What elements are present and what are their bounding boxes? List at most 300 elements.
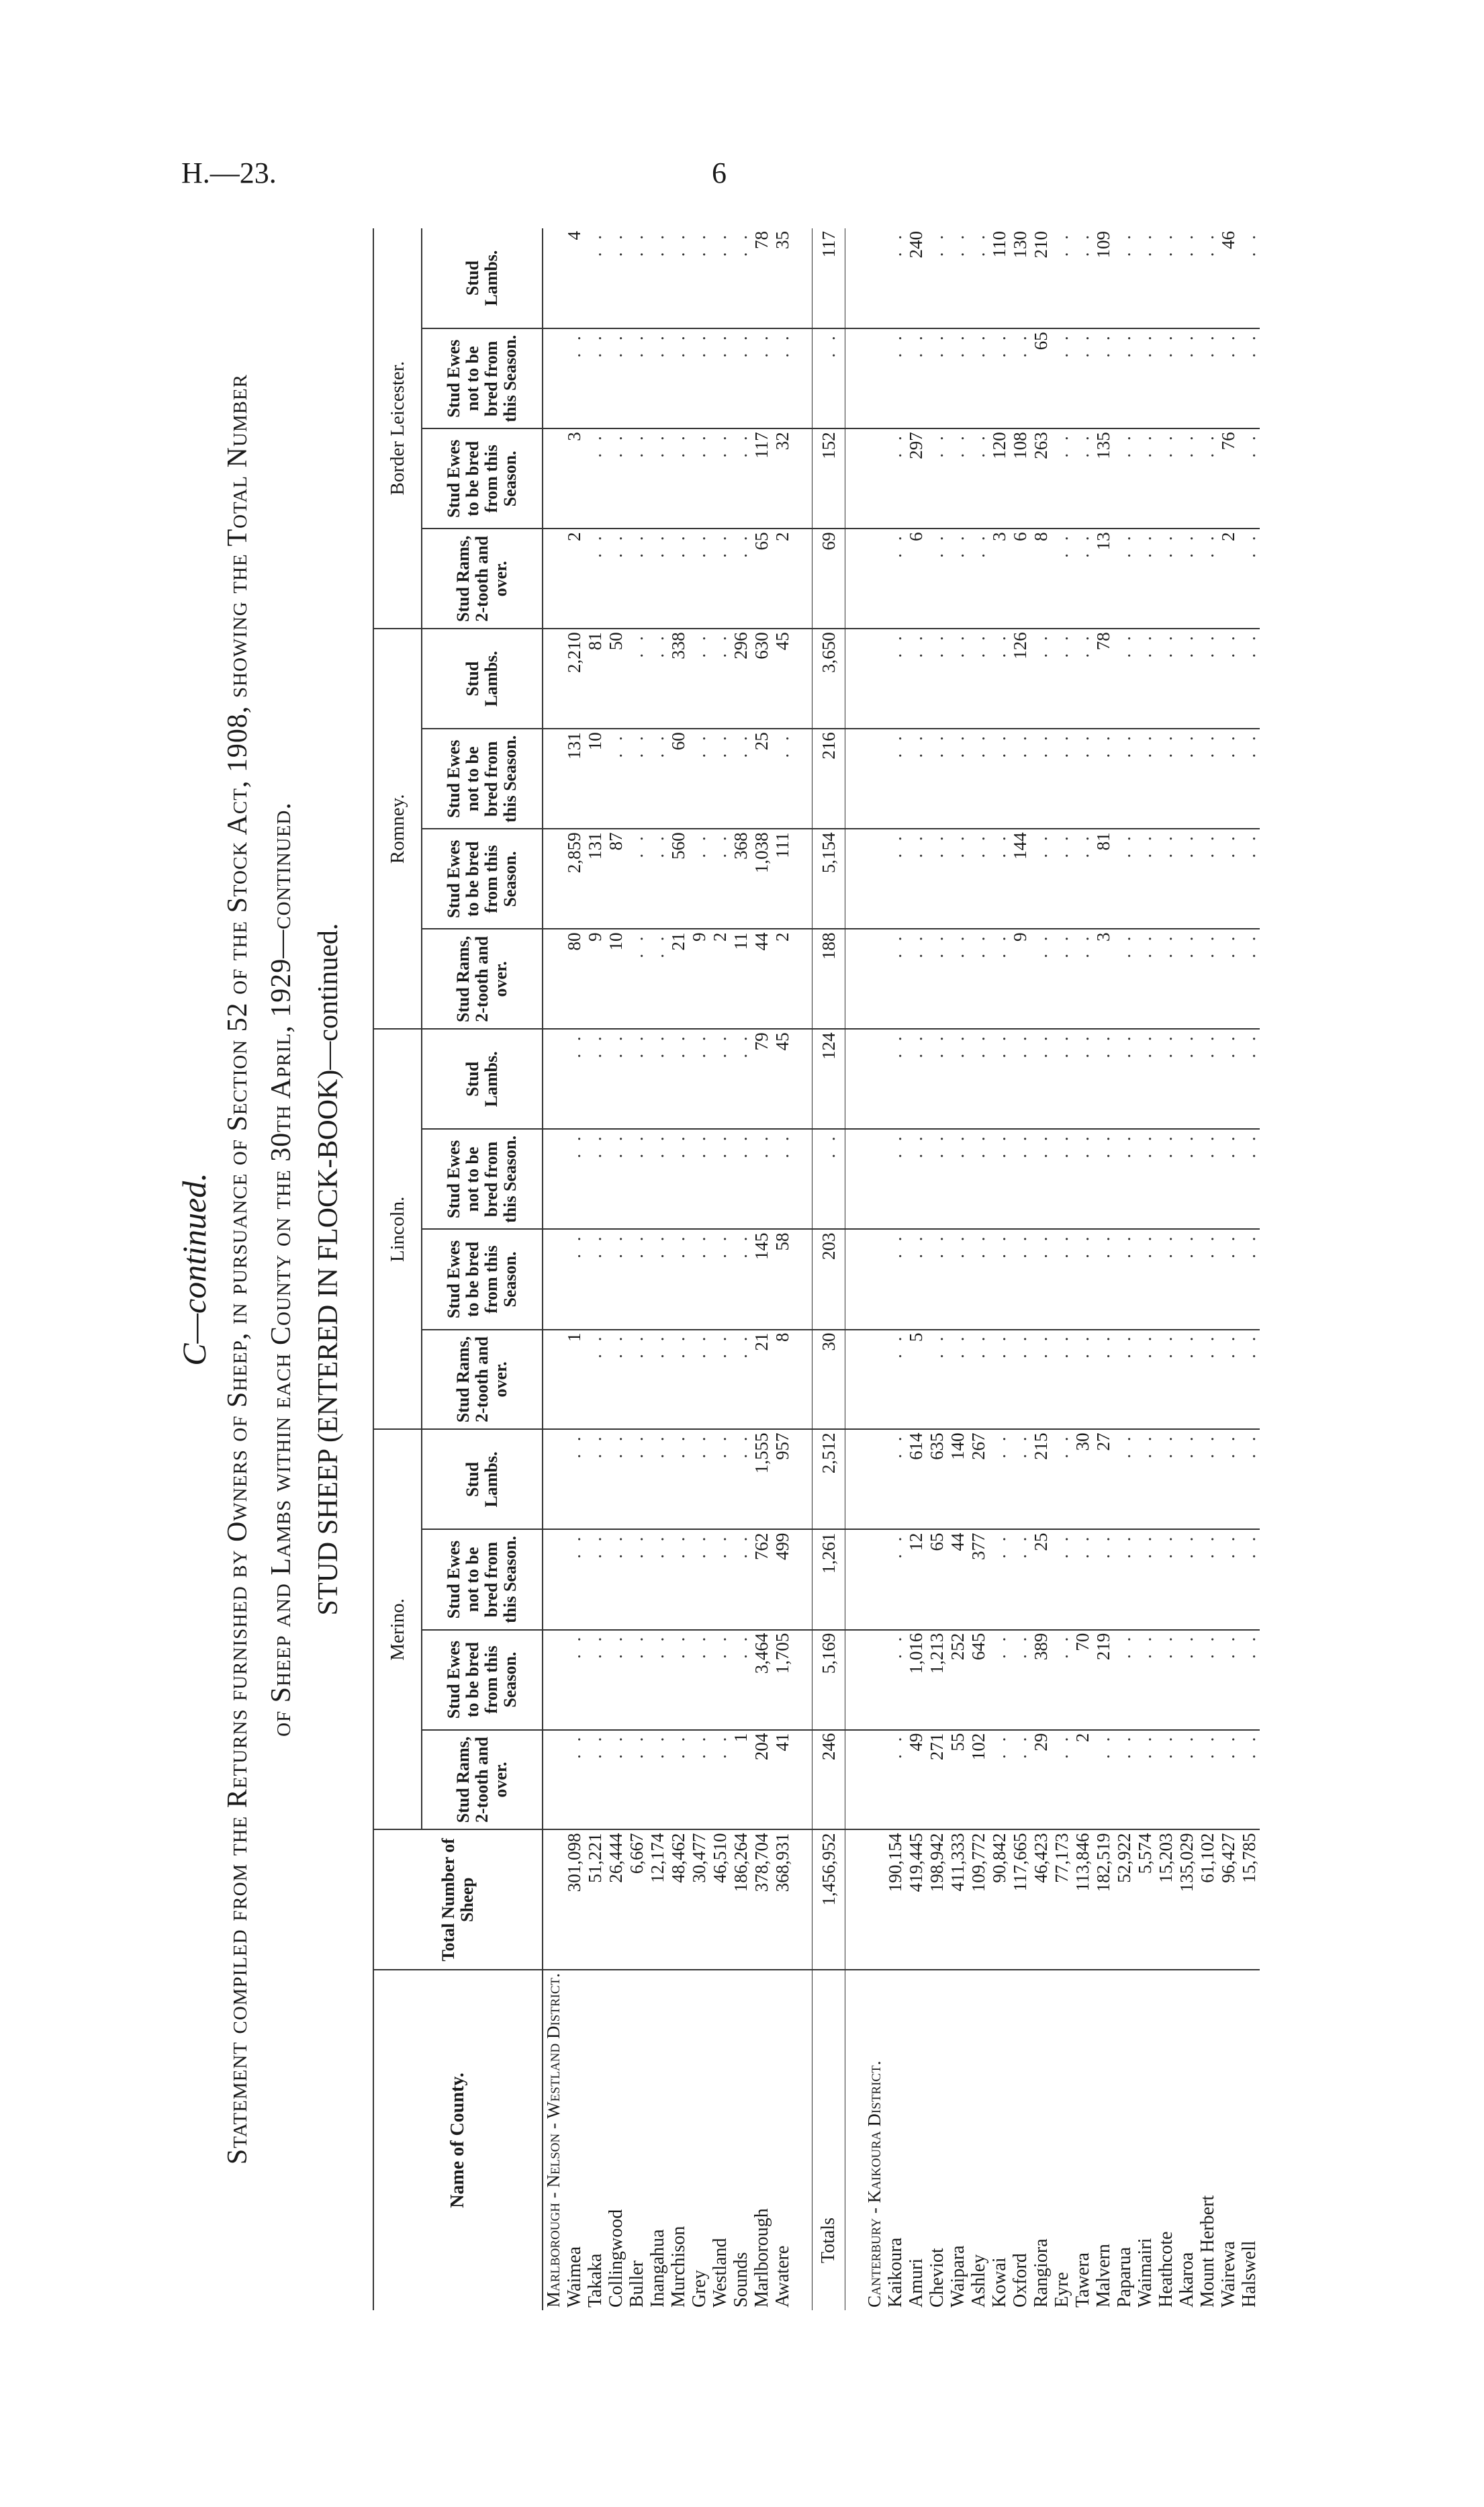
table-cell — [793, 1630, 813, 1730]
county-name: Cheviot — [927, 2248, 947, 2308]
table-cell: . . — [1093, 1129, 1114, 1229]
table-cell: . . — [1239, 328, 1260, 428]
table-cell: . . — [1156, 629, 1176, 729]
table-row — [1197, 228, 1218, 2310]
table-cell: . . — [710, 1029, 731, 1129]
table-cell: 2 — [772, 529, 793, 629]
stud-sheep-subtitle: STUD SHEEP (ENTERED IN FLOCK-BOOK)—continued. — [313, 923, 344, 1616]
county-name: Halswell — [1239, 2240, 1260, 2308]
table-cell: . . — [1197, 428, 1218, 529]
table-cell: . . — [689, 328, 710, 428]
table-cell — [864, 529, 885, 629]
table-cell: . . — [627, 1429, 647, 1529]
table-cell — [864, 629, 885, 729]
table-cell: 9 — [689, 929, 710, 1029]
table-cell — [793, 1529, 813, 1629]
header-breed: Border Leicester. — [373, 228, 422, 629]
table-cell: . . — [627, 529, 647, 629]
table-cell: . . — [1156, 1630, 1176, 1730]
table-cell — [845, 929, 865, 1029]
table-cell: . . — [927, 529, 947, 629]
table-cell: 3 — [989, 529, 1010, 629]
table-cell: . . — [585, 428, 606, 529]
table-cell: 60 — [668, 729, 689, 829]
table-cell — [543, 328, 564, 428]
table-cell: . . — [1197, 1129, 1218, 1229]
table-cell: . . — [927, 629, 947, 729]
table-cell: . . — [989, 1529, 1010, 1629]
table-cell: 560 — [668, 829, 689, 929]
table-cell: . . — [1218, 1229, 1239, 1329]
table-cell: . . — [710, 629, 731, 729]
table-cell: . . — [1218, 1730, 1239, 1830]
table-cell: 1,016 — [906, 1630, 927, 1730]
table-cell: . . — [1114, 629, 1135, 729]
table-cell: . . — [1239, 1229, 1260, 1329]
table-cell: . . — [1135, 1529, 1156, 1629]
totals-row — [813, 228, 845, 2310]
table-cell: 1,038 — [751, 829, 772, 929]
totals-label: Totals — [813, 1970, 845, 2310]
table-cell: . . — [885, 1730, 906, 1830]
table-cell: . . — [1052, 1330, 1072, 1430]
table-cell: . . — [1239, 1429, 1260, 1529]
table-cell: . . — [968, 228, 989, 328]
table-cell: . . — [585, 529, 606, 629]
table-cell — [845, 1730, 865, 1830]
table-cell: 25 — [751, 729, 772, 829]
header-subcolumn: Stud Rams, 2-tooth and over. — [422, 929, 543, 1029]
table-cell: . . — [1093, 328, 1114, 428]
table-cell: . . — [1176, 1129, 1197, 1229]
table-cell: 630 — [751, 629, 772, 729]
table-cell: . . — [1052, 228, 1072, 328]
table-cell: . . — [1239, 228, 1260, 328]
table-cell: . . — [1197, 328, 1218, 428]
table-cell: . . — [647, 729, 668, 829]
table-cell: . . — [968, 729, 989, 829]
table-cell: 69 — [813, 529, 845, 629]
table-cell — [793, 1029, 813, 1129]
county-name: Mount Herbert — [1197, 2195, 1218, 2308]
table-cell: . . — [585, 1229, 606, 1329]
table-cell: . . — [885, 1129, 906, 1229]
table-cell: 13 — [1093, 529, 1114, 629]
table-cell: . . — [689, 1730, 710, 1830]
header-breed: Lincoln. — [373, 1029, 422, 1429]
table-cell: . . — [1031, 1330, 1052, 1430]
table-cell — [845, 1129, 865, 1229]
county-name: Waimairi — [1135, 2238, 1156, 2308]
table-cell: . . — [1031, 629, 1052, 729]
table-cell: . . — [906, 328, 927, 428]
table-cell — [845, 1970, 865, 2310]
table-body — [543, 228, 1260, 2310]
table-cell: . . — [710, 1429, 731, 1529]
table-cell: 21 — [751, 1330, 772, 1430]
table-cell: 45 — [772, 1029, 793, 1129]
table-cell: . . — [1176, 1330, 1197, 1430]
table-cell: 46,510 — [710, 1830, 731, 1970]
section-header-row — [864, 228, 885, 2310]
table-row — [1156, 228, 1176, 2310]
table-row — [564, 228, 585, 2310]
table-cell: . . — [906, 929, 927, 1029]
table-cell: 3,650 — [813, 629, 845, 729]
table-cell: 32 — [772, 428, 793, 529]
table-cell: 368 — [731, 829, 751, 929]
table-cell: . . — [989, 1330, 1010, 1430]
table-cell: . . — [1052, 629, 1072, 729]
table-cell: . . — [710, 1630, 731, 1730]
table-cell: 126 — [1010, 629, 1031, 729]
table-cell: . . — [585, 1630, 606, 1730]
table-cell: . . — [947, 629, 968, 729]
table-cell: . . — [1156, 1029, 1176, 1129]
table-cell: . . — [1197, 529, 1218, 629]
table-cell: . . — [647, 1630, 668, 1730]
table-cell: . . — [1239, 629, 1260, 729]
table-cell: 29 — [1031, 1730, 1052, 1830]
header-subcolumn: Stud Ewes to be bred from this Season. — [422, 1630, 543, 1730]
table-cell: . . — [1031, 1029, 1052, 1129]
table-cell: 30 — [1072, 1429, 1093, 1529]
table-row — [968, 228, 989, 2310]
table-cell: . . — [772, 1129, 793, 1229]
table-cell: . . — [1218, 1630, 1239, 1730]
table-cell: 49 — [906, 1730, 927, 1830]
table-cell: 188 — [813, 929, 845, 1029]
table-row — [885, 228, 906, 2310]
table-cell: . . — [1156, 228, 1176, 328]
county-name: Kowai — [989, 2257, 1010, 2308]
table-cell: 65 — [751, 529, 772, 629]
table-cell — [543, 929, 564, 1029]
table-cell: . . — [1135, 1229, 1156, 1329]
table-cell: . . — [885, 629, 906, 729]
table-cell — [845, 829, 865, 929]
table-cell: . . — [989, 1229, 1010, 1329]
table-cell: . . — [1114, 1229, 1135, 1329]
table-cell: . . — [606, 1429, 627, 1529]
table-cell: . . — [710, 829, 731, 929]
table-cell: . . — [1114, 1730, 1135, 1830]
table-cell: 296 — [731, 629, 751, 729]
table-cell — [543, 629, 564, 729]
table-cell: . . — [968, 1129, 989, 1229]
table-cell: . . — [1239, 1630, 1260, 1730]
table-cell — [845, 1529, 865, 1629]
table-cell: . . — [1197, 629, 1218, 729]
table-cell: 389 — [1031, 1630, 1052, 1730]
table-cell: . . — [1218, 328, 1239, 428]
table-cell: 102 — [968, 1730, 989, 1830]
table-cell: . . — [668, 1429, 689, 1529]
county-name: Westland — [710, 2238, 731, 2308]
table-cell: . . — [968, 328, 989, 428]
table-cell: . . — [1218, 1429, 1239, 1529]
table-cell: . . — [947, 929, 968, 1029]
table-cell: . . — [989, 328, 1010, 428]
table-cell: . . — [1072, 829, 1093, 929]
table-cell: 4 — [564, 228, 585, 328]
table-cell: . . — [1052, 1429, 1072, 1529]
table-cell: 135,029 — [1176, 1830, 1197, 1970]
table-cell: . . — [1176, 228, 1197, 328]
table-cell — [845, 1029, 865, 1129]
table-cell: 2,859 — [564, 829, 585, 929]
table-cell: 215 — [1031, 1429, 1052, 1529]
table-cell: . . — [1218, 1330, 1239, 1430]
table-cell — [793, 1730, 813, 1830]
table-cell — [864, 1129, 885, 1229]
section-spacer — [793, 228, 813, 2310]
header-subcolumn: Stud Lambs. — [422, 228, 543, 328]
table-cell: . . — [1072, 1129, 1093, 1229]
table-cell: . . — [1135, 1630, 1156, 1730]
table-cell: . . — [1093, 1730, 1114, 1830]
table-cell: . . — [564, 1029, 585, 1129]
header-breed: Merino. — [373, 1429, 422, 1829]
table-cell: . . — [1010, 1429, 1031, 1529]
table-cell — [543, 1830, 564, 1970]
table-cell: 109 — [1093, 228, 1114, 328]
table-cell: . . — [1052, 428, 1072, 529]
table-cell: . . — [1176, 1229, 1197, 1329]
table-cell: . . — [710, 1730, 731, 1830]
table-cell: . . — [927, 829, 947, 929]
table-cell: . . — [906, 829, 927, 929]
table-cell: . . — [1010, 1029, 1031, 1129]
table-cell: . . — [647, 328, 668, 428]
table-cell: 1,213 — [927, 1630, 947, 1730]
table-cell — [793, 529, 813, 629]
county-name: Sounds — [731, 2252, 751, 2308]
table-cell: . . — [885, 929, 906, 1029]
table-row — [1114, 228, 1135, 2310]
table-cell: 90,842 — [989, 1830, 1010, 1970]
table-cell: . . — [647, 1529, 668, 1629]
table-cell: . . — [668, 328, 689, 428]
table-cell — [793, 1229, 813, 1329]
table-cell: . . — [1135, 1330, 1156, 1430]
table-cell: 131 — [585, 829, 606, 929]
table-cell: 145 — [751, 1229, 772, 1329]
table-cell: . . — [627, 1029, 647, 1129]
table-cell — [793, 729, 813, 829]
table-cell: . . — [772, 328, 793, 428]
table-cell: . . — [947, 729, 968, 829]
table-cell: 21 — [668, 929, 689, 1029]
table-cell: . . — [647, 529, 668, 629]
county-name: Malvern — [1093, 2244, 1114, 2308]
table-cell: . . — [885, 1529, 906, 1629]
table-cell: 216 — [813, 729, 845, 829]
table-cell: 198,942 — [927, 1830, 947, 1970]
table-cell — [793, 1330, 813, 1430]
table-cell: . . — [906, 729, 927, 829]
table-cell: 76 — [1218, 428, 1239, 529]
table-cell: . . — [1114, 1129, 1135, 1229]
table-cell: . . — [1156, 729, 1176, 829]
table-row — [1218, 228, 1239, 2310]
table-cell: . . — [813, 1129, 845, 1229]
table-cell: . . — [731, 1229, 751, 1329]
header-subcolumn: Stud Ewes to be bred from this Season. — [422, 1229, 543, 1329]
county-name: Marlborough — [751, 2208, 772, 2308]
table-cell: . . — [1114, 228, 1135, 328]
table-cell: . . — [668, 1129, 689, 1229]
table-cell: . . — [947, 228, 968, 328]
table-cell: 52,922 — [1114, 1830, 1135, 1970]
table-cell: . . — [1239, 1029, 1260, 1129]
table-cell: . . — [627, 328, 647, 428]
table-cell: . . — [927, 1330, 947, 1430]
table-row — [627, 228, 647, 2310]
table-cell: . . — [1239, 1730, 1260, 1830]
table-cell: . . — [1052, 328, 1072, 428]
table-cell: . . — [1176, 629, 1197, 729]
table-cell: . . — [1052, 829, 1072, 929]
table-cell: . . — [585, 1330, 606, 1430]
header-total-sheep: Total Number of Sheep — [373, 1830, 543, 1970]
table-cell: 6 — [1010, 529, 1031, 629]
table-cell: 2 — [564, 529, 585, 629]
county-name: Akaroa — [1176, 2252, 1197, 2308]
table-cell: . . — [731, 1429, 751, 1529]
table-cell: 152 — [813, 428, 845, 529]
table-cell: . . — [1031, 1129, 1052, 1229]
header-county-name: Name of County. — [373, 1970, 543, 2310]
table-cell: . . — [968, 829, 989, 929]
table-cell: 131 — [564, 729, 585, 829]
table-cell: . . — [585, 328, 606, 428]
table-cell: . . — [1010, 1229, 1031, 1329]
table-cell: 30 — [813, 1330, 845, 1430]
county-name: Buller — [627, 2261, 647, 2308]
table-cell: . . — [606, 729, 627, 829]
table-cell: . . — [989, 929, 1010, 1029]
section-spacer — [845, 228, 865, 2310]
table-cell: . . — [710, 228, 731, 328]
table-cell: 957 — [772, 1429, 793, 1529]
table-cell: 61,102 — [1197, 1830, 1218, 1970]
table-cell: . . — [606, 228, 627, 328]
table-cell: . . — [731, 328, 751, 428]
table-cell: . . — [1239, 1129, 1260, 1229]
table-cell: 44 — [751, 929, 772, 1029]
table-cell: . . — [1052, 929, 1072, 1029]
table-cell: . . — [1114, 1029, 1135, 1129]
table-cell: . . — [1218, 629, 1239, 729]
table-cell: . . — [1239, 1529, 1260, 1629]
table-cell: . . — [1176, 1429, 1197, 1529]
county-name: Inangahua — [647, 2229, 668, 2308]
table-cell — [845, 1429, 865, 1529]
table-cell: . . — [606, 428, 627, 529]
table-cell: . . — [585, 1129, 606, 1229]
table-cell: . . — [647, 228, 668, 328]
table-cell: 263 — [1031, 428, 1052, 529]
table-cell — [864, 929, 885, 1029]
table-cell: . . — [647, 1029, 668, 1129]
table-cell: . . — [1197, 228, 1218, 328]
table-cell: 12,174 — [647, 1830, 668, 1970]
table-cell: . . — [1176, 1730, 1197, 1830]
table-cell: . . — [710, 529, 731, 629]
statement-title-line-1: Statement compiled from the Returns furnished by Owners of Sheep, in pursuance of Section 52 of the Stock Act, 1908, showing the Total Number — [222, 373, 253, 2165]
table-cell: . . — [1197, 1730, 1218, 1830]
table-cell: 301,098 — [564, 1830, 585, 1970]
table-cell: 77,173 — [1052, 1830, 1072, 1970]
table-cell: 65 — [927, 1529, 947, 1629]
table-cell: . . — [710, 729, 731, 829]
table-cell — [793, 929, 813, 1029]
table-cell: . . — [1197, 1029, 1218, 1129]
table-cell: . . — [1093, 1029, 1114, 1129]
table-cell: . . — [968, 629, 989, 729]
county-name: Tawera — [1072, 2252, 1093, 2308]
table-cell — [864, 1429, 885, 1529]
table-cell: . . — [1239, 1330, 1260, 1430]
table-cell: 80 — [564, 929, 585, 1029]
table-cell: . . — [1114, 1529, 1135, 1629]
table-cell: . . — [689, 1129, 710, 1229]
table-cell — [543, 1229, 564, 1329]
table-cell: 240 — [906, 228, 927, 328]
table-cell: . . — [885, 328, 906, 428]
statement-title-line-2: of Sheep and Lambs within each County on the 30th April, 1929—continued. — [266, 802, 297, 1737]
table-cell: . . — [989, 1429, 1010, 1529]
table-cell — [793, 1830, 813, 1970]
table-cell: . . — [1156, 1529, 1176, 1629]
table-cell: 297 — [906, 428, 927, 529]
table-cell: 26,444 — [606, 1830, 627, 1970]
table-cell: . . — [1197, 829, 1218, 929]
table-cell: . . — [647, 829, 668, 929]
table-cell: . . — [689, 729, 710, 829]
table-cell: . . — [1156, 1429, 1176, 1529]
table-cell: . . — [1114, 929, 1135, 1029]
table-cell: 5,154 — [813, 829, 845, 929]
table-cell: . . — [647, 1330, 668, 1430]
table-cell: . . — [710, 428, 731, 529]
table-cell: . . — [1239, 829, 1260, 929]
table-row — [668, 228, 689, 2310]
table-cell: 219 — [1093, 1630, 1114, 1730]
table-cell: 81 — [585, 629, 606, 729]
county-name: Oxford — [1010, 2253, 1031, 2308]
table-header — [373, 228, 543, 2310]
county-name: Amuri — [906, 2258, 927, 2308]
table-cell: . . — [647, 1429, 668, 1529]
rotated-page-content — [175, 228, 1484, 2310]
table-cell: . . — [1135, 929, 1156, 1029]
table-cell: . . — [710, 1229, 731, 1329]
table-cell: . . — [731, 1330, 751, 1430]
table-cell — [793, 328, 813, 428]
table-cell — [845, 428, 865, 529]
table-cell: . . — [947, 829, 968, 929]
table-cell: 25 — [1031, 1529, 1052, 1629]
table-cell: . . — [564, 1529, 585, 1629]
table-cell: 135 — [1093, 428, 1114, 529]
table-cell: . . — [1135, 1129, 1156, 1229]
table-cell: 12 — [906, 1529, 927, 1629]
table-cell: . . — [1176, 328, 1197, 428]
table-cell: . . — [1072, 1229, 1093, 1329]
table-cell: . . — [927, 228, 947, 328]
